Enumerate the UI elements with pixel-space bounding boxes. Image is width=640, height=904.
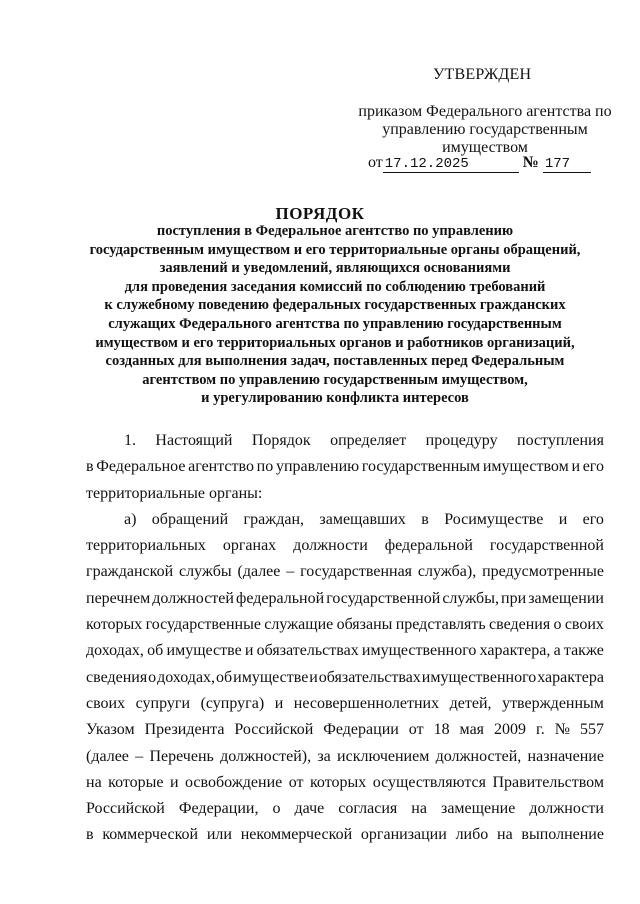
- document-title: ПОРЯДОК: [275, 204, 365, 223]
- document-body: [86, 428, 604, 849]
- subtitle-line: заявлений и уведомлений, являющихся основаниями: [159, 260, 511, 277]
- subtitle-line: агентством по управлению государственным имуществом,: [142, 371, 528, 388]
- approval-order-text: [350, 103, 620, 157]
- approval-order-line: управлению государственным: [382, 121, 588, 138]
- body-line: в коммерческой или некоммерческой организации либо на выполнение: [86, 826, 604, 844]
- date-prefix: от: [368, 154, 383, 171]
- body-line: гражданской службы (далее – государственная служба), предусмотренные: [86, 563, 604, 581]
- approval-order-line: имуществом: [442, 139, 528, 156]
- body-line: а) обращений граждан, замещавших в Росимуществе и его: [124, 510, 604, 528]
- subtitle-line: имуществом и его территориальных органов и работников организаций,: [95, 334, 575, 351]
- body-line: 1. Настоящий Порядок определяет процедуру поступления: [124, 432, 604, 449]
- body-line: своих супруги (супруга) и несовершеннолетних детей, утвержденным: [86, 694, 604, 712]
- body-line: которых государственные служащие обязаны представлять сведения о своих: [86, 616, 604, 634]
- subtitle-line: государственным имуществом и его территориальные органы обращений,: [89, 241, 581, 258]
- body-line: в Федеральное агентство по управлению государственным имуществом и его: [86, 458, 604, 476]
- subtitle-line: созданных для выполнения задач, поставленных перед Федеральным: [105, 353, 565, 370]
- approval-order-line: приказом Федерального агентства по: [358, 103, 612, 120]
- body-line: сведения о доходах, об имуществе и обязательствах имущественного характера: [86, 668, 604, 686]
- document-subtitle: [70, 222, 600, 408]
- subtitle-line: к служебному поведению федеральных государственных гражданских: [104, 297, 566, 314]
- number-field: 177: [543, 156, 591, 173]
- number-sign: №: [522, 154, 539, 171]
- approval-date-line: [368, 154, 591, 173]
- body-line: территориальные органы:: [86, 484, 263, 502]
- body-line: Российской Федерации, о даче согласия на замещение должности: [86, 800, 604, 818]
- body-line: на которые и освобождение от которых осуществляются Правительством: [86, 773, 604, 791]
- date-field: 17.12.2025: [383, 156, 519, 173]
- body-line: доходах, об имуществе и обязательствах имущественного характера, а также: [86, 642, 604, 660]
- subtitle-line: поступления в Федеральное агентство по управлению: [156, 223, 514, 239]
- subtitle-line: и урегулированию конфликта интересов: [201, 390, 469, 407]
- body-line: перечнем должностей федеральной государственной службы, при замещении: [86, 589, 604, 607]
- body-line: Указом Президента Российской Федерации от 18 мая 2009 г. № 557: [86, 721, 604, 739]
- body-line: (далее – Перечень должностей), за исключением должностей, назначение: [86, 747, 604, 765]
- subtitle-line: для проведения заседания комиссий по соблюдению требований: [124, 278, 546, 295]
- subtitle-line: служащих Федерального агентства по управлению государственным: [108, 315, 562, 332]
- body-line: территориальных органах должности федеральной государственной: [86, 537, 604, 555]
- approved-label: УТВЕРЖДЕН: [433, 66, 532, 83]
